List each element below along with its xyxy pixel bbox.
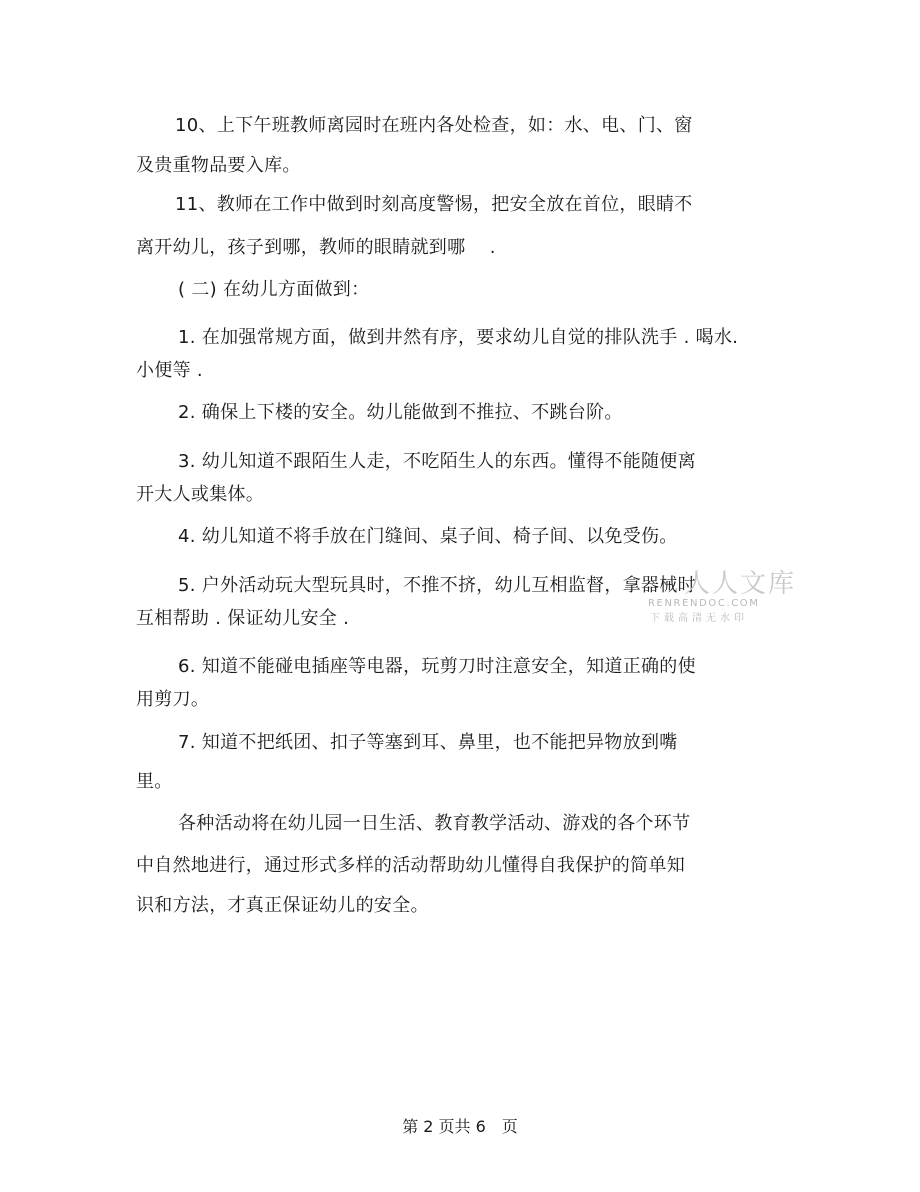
text-line: 3. 幼儿知道不跟陌生人走，不吃陌生人的东西。懂得不能随便离 xyxy=(178,451,696,472)
text-line: 及贵重物品要入库。 xyxy=(136,155,301,176)
text-line: 5. 户外活动玩大型玩具时，不推不挤，幼儿互相监督，拿器械时 xyxy=(178,575,696,596)
page-footer: 第 2 页共 6 页 xyxy=(402,1117,518,1136)
text-line: 识和方法，才真正保证幼儿的安全。 xyxy=(136,895,429,916)
text-line: 里。 xyxy=(136,771,173,792)
watermark-url: RENRENDOC.COM xyxy=(648,598,760,609)
text-line: 7. 知道不把纸团、扣子等塞到耳、鼻里，也不能把异物放到嘴 xyxy=(178,732,678,753)
text-line: 小便等 . xyxy=(136,360,203,381)
section-heading: ( 二) 在幼儿方面做到： xyxy=(178,279,370,300)
text-line: 4. 幼儿知道不将手放在门缝间、桌子间、椅子间、以免受伤。 xyxy=(178,526,678,547)
text-line: 各种活动将在幼儿园一日生活、教育教学活动、游戏的各个环节 xyxy=(178,813,691,834)
text-line: 离开幼儿，孩子到哪，教师的眼睛就到哪 . xyxy=(136,237,496,258)
text-line: 10、上下午班教师离园时在班内各处检查，如：水、电、门、窗 xyxy=(175,115,693,136)
text-line: 2. 确保上下楼的安全。幼儿能做到不推拉、不跳台阶。 xyxy=(178,402,623,423)
watermark-logo: 人人文库 xyxy=(684,569,797,599)
watermark xyxy=(618,568,797,632)
text-line: 开大人或集体。 xyxy=(136,484,265,505)
text-line: 1. 在加强常规方面，做到井然有序，要求幼儿自觉的排队洗手 . 喝水. xyxy=(178,327,739,348)
text-line: 中自然地进行，通过形式多样的活动帮助幼儿懂得自我保护的简单知 xyxy=(136,855,685,876)
text-line: 11、教师在工作中做到时刻高度警惕，把安全放在首位，眼睛不 xyxy=(175,194,693,215)
text-line: 用剪刀。 xyxy=(136,689,210,710)
text-line: 6. 知道不能碰电插座等电器，玩剪刀时注意安全，知道正确的使 xyxy=(178,656,696,677)
text-line: 互相帮助 . 保证幼儿安全 . xyxy=(136,608,350,629)
watermark-subtitle: 下载高清无水印 xyxy=(650,613,748,624)
